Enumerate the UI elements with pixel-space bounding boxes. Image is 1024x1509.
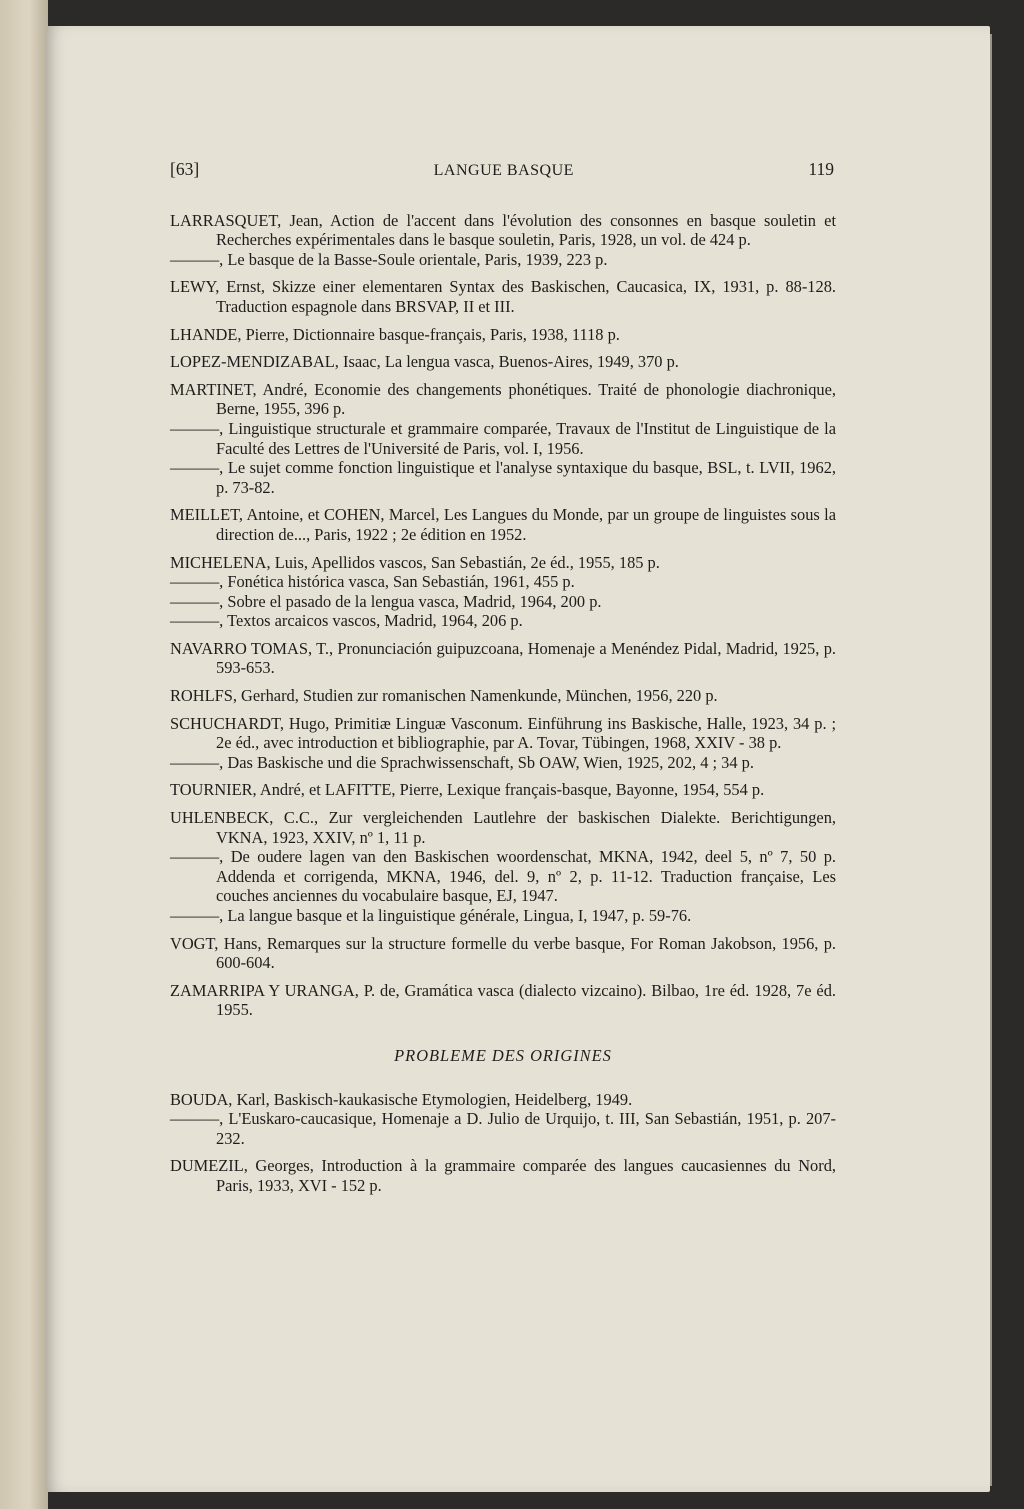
bib-entry-schuchardt: SCHUCHARDT, Hugo, Primitiæ Linguæ Vasconum. Einführung ins Baskische, Halle, 1923, 34 p. ; 2e éd., avec introduction et bibliographie, par A. Tovar, Tübingen, 1968, XXIV - 38 p. ———, Das Baskische und die Sprachwissenschaft, Sb OAW, Wien, 1925, 202, 4 ; 34 p. — [170, 713, 836, 772]
running-title: LANGUE BASQUE — [433, 162, 574, 179]
bib-entry-vogt: VOGT, Hans, Remarques sur la structure formelle du verbe basque, For Roman Jakobson, 1956, p. 600-604. — [170, 933, 836, 973]
bib-entry-lewy: LEWY, Ernst, Skizze einer elementaren Syntax des Baskischen, Caucasica, IX, 1931, p. 88-128. Traduction espagnole dans BRSVAP, II et III. — [170, 277, 836, 316]
bib-entry-lopez-mendizabal: LOPEZ-MENDIZABAL, Isaac, La lengua vasca, Buenos-Aires, 1949, 370 p. — [170, 352, 679, 372]
bib-entry-lhande: LHANDE, Pierre, Dictionnaire basque-français, Paris, 1938, 1118 p. — [170, 324, 620, 344]
bib-entry-dumezil: DUMEZIL, Georges, Introduction à la grammaire comparée des langues caucasiennes du Nord, Paris, 1933, XVI - 152 p. — [170, 1156, 836, 1195]
bib-entry-uhlenbeck: UHLENBECK, C.C., Zur vergleichenden Lautlehre der baskischen Dialekte. Berichtigungen, VKNA, 1923, XXIV, nº 1, 11 p. ———, De oudere lagen van den Baskischen woordenschat, MKNA, 1942, deel 5, nº 7, 50 p. Addenda et corrigenda, MKNA, 1946, del. 9, nº 2, p. 11-12. Traduction française, Les couches anciennes du vocabulaire basque, EJ, 1947. ———, La langue basque et la linguistique générale, Lingua, I, 1947, p. 59-76. — [170, 808, 836, 925]
bib-entry-rohlfs: ROHLFS, Gerhard, Studien zur romanischen Namenkunde, München, 1956, 220 p. — [170, 686, 718, 706]
bib-entry-michelena: MICHELENA, Luis, Apellidos vascos, San Sebastián, 2e éd., 1955, 185 p. ———, Fonética histórica vasca, San Sebastián, 1961, 455 p. ———, Sobre el pasado de la lengua vasca, Madrid, 1964, 200 p. ———, Textos arcaicos vascos, Madrid, 1964, 206 p. — [170, 552, 660, 631]
origins-bibliography-list — [170, 1090, 836, 1196]
page-text — [170, 160, 836, 1204]
page-number: 119 — [808, 159, 834, 179]
page-reference: [63] — [170, 159, 200, 179]
bib-entry-bouda: BOUDA, Karl, Baskisch-kaukasische Etymologien, Heidelberg, 1949. ———, L'Euskaro-caucasique, Homenaje a D. Julio de Urquijo, t. III, San Sebastián, 1951, p. 207-232. — [170, 1089, 836, 1148]
facing-page-edge — [0, 0, 48, 1509]
bib-entry-martinet: MARTINET, André, Economie des changements phonétiques. Traité de phonologie diachronique, Berne, 1955, 396 p. ———, Linguistique structurale et grammaire comparée, Travaux de l'Institut de Linguistique de la Faculté des Lettres de l'Université de Paris, vol. I, 1956. ———, Le sujet comme fonction linguistique et l'analyse syntaxique du basque, BSL, t. LVII, 1962, p. 73-82. — [170, 379, 836, 497]
bibliography-list — [170, 211, 836, 1020]
bib-entry-navarro-tomas: NAVARRO TOMAS, T., Pronunciación guipuzcoana, Homenaje a Menéndez Pidal, Madrid, 1925, p. 593-653. — [170, 638, 836, 678]
bib-entry-meillet: MEILLET, Antoine, et COHEN, Marcel, Les Langues du Monde, par un groupe de linguistes sous la direction de..., Paris, 1922 ; 2e édition en 1952. — [170, 505, 836, 544]
running-header — [170, 160, 836, 181]
section-title: PROBLEME DES ORIGINES — [394, 1045, 612, 1065]
bib-entry-tournier: TOURNIER, André, et LAFITTE, Pierre, Lexique français-basque, Bayonne, 1954, 554 p. — [170, 780, 765, 800]
bib-entry-larrasquet: LARRASQUET, Jean, Action de l'accent dans l'évolution des consonnes en basque souletin et Recherches expérimentales dans le basque souletin, Paris, 1928, un vol. de 424 p. ———, Le basque de la Basse-Soule orientale, Paris, 1939, 223 p. — [170, 210, 836, 269]
bib-entry-zamarripa: ZAMARRIPA Y URANGA, P. de, Gramática vasca (dialecto vizcaino). Bilbao, 1re éd. 1928, 7e éd. 1955. — [170, 980, 836, 1020]
